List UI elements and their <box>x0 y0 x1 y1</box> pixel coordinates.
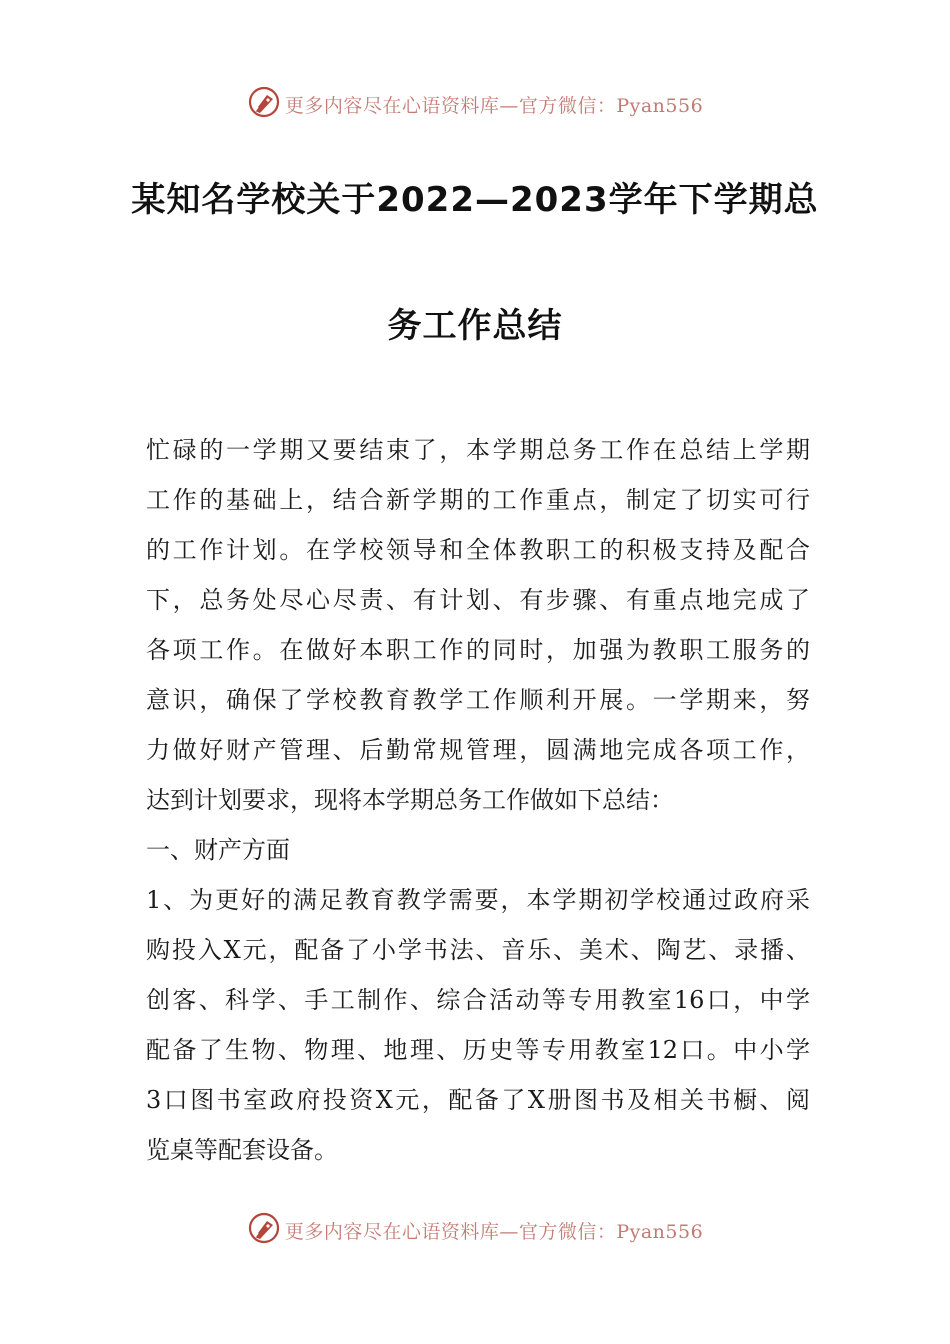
body-line: 3口图书室政府投资X元，配备了X册图书及相关书橱、阅 <box>146 1086 810 1114</box>
body-line: 下，总务处尽心尽责、有计划、有步骤、有重点地完成了 <box>146 586 810 614</box>
pen-nib-circle-logo-icon <box>247 85 285 123</box>
body-line: 1、为更好的满足教育教学需要，本学期初学校通过政府采 <box>146 886 810 914</box>
body-line: 配备了生物、物理、地理、历史等专用教室12口。中小学 <box>146 1036 810 1064</box>
body-line: 力做好财产管理、后勤常规管理，圆满地完成各项工作， <box>146 736 810 764</box>
header-banner <box>0 82 950 126</box>
body-line: 购投入X元，配备了小学书法、音乐、美术、陶艺、录播、 <box>146 936 810 964</box>
footer-banner-text: 更多内容尽在心语资料库—官方微信：Pyan556 <box>284 1220 704 1243</box>
body-line: 工作的基础上，结合新学期的工作重点，制定了切实可行 <box>146 486 810 514</box>
document-title-line-2: 务工作总结 <box>387 306 563 346</box>
body-line: 览桌等配套设备。 <box>146 1136 338 1164</box>
body-line: 忙碌的一学期又要结束了，本学期总务工作在总结上学期 <box>146 436 810 464</box>
body-line: 达到计划要求，现将本学期总务工作做如下总结： <box>146 786 674 814</box>
header-banner-text: 更多内容尽在心语资料库—官方微信：Pyan556 <box>284 94 704 117</box>
footer-banner <box>0 1208 950 1252</box>
body-line: 的工作计划。在学校领导和全体教职工的积极支持及配合 <box>146 536 810 564</box>
document-title-line-1: 某知名学校关于2022—2023学年下学期总 <box>131 180 819 220</box>
section-heading: 一、财产方面 <box>146 836 290 864</box>
body-line: 创客、科学、手工制作、综合活动等专用教室16口，中学 <box>146 986 810 1014</box>
body-line: 各项工作。在做好本职工作的同时，加强为教职工服务的 <box>146 636 810 664</box>
body-line: 意识，确保了学校教育教学工作顺利开展。一学期来，努 <box>146 686 810 714</box>
pen-nib-circle-logo-icon <box>247 1211 285 1249</box>
document-body <box>146 425 810 1175</box>
